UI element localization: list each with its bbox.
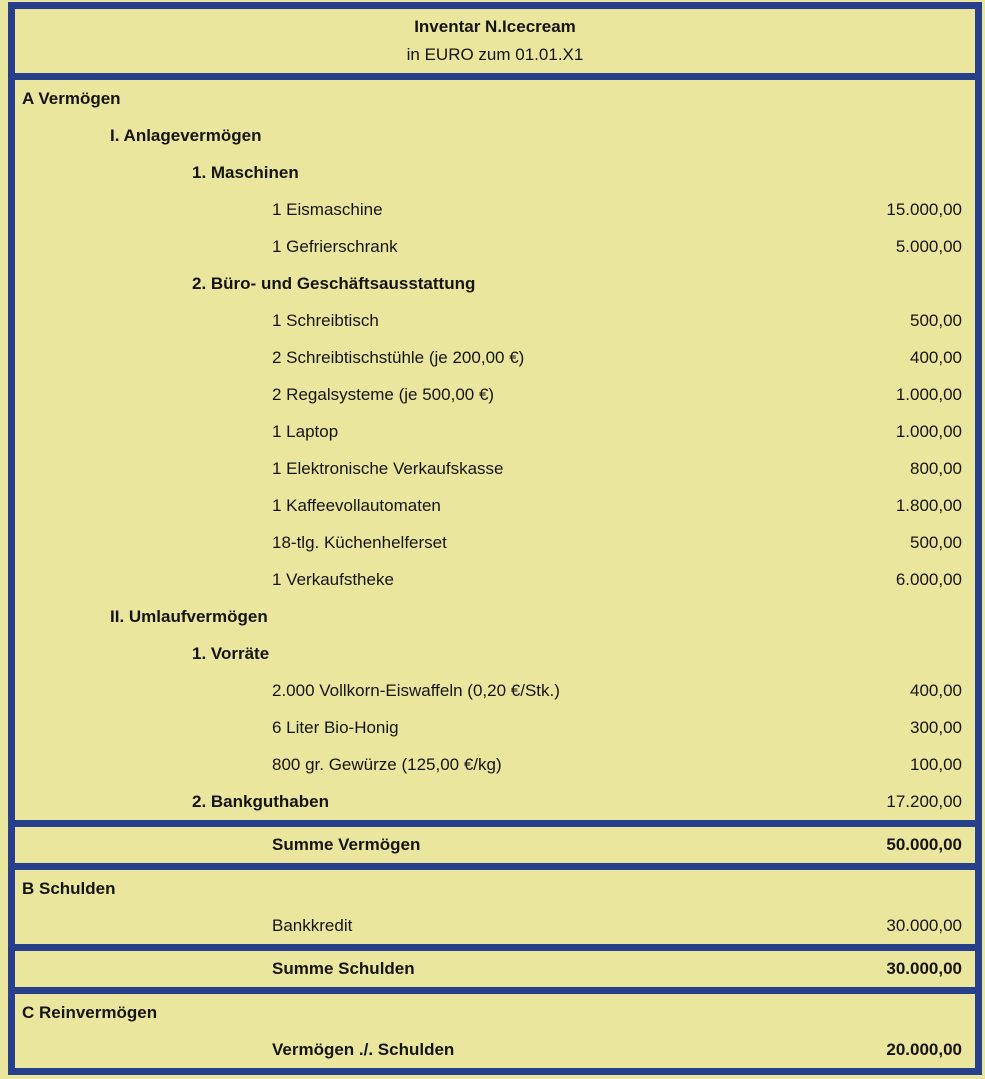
table-row [15, 376, 975, 413]
table-row [15, 746, 975, 783]
row-label: 1 Schreibtisch [272, 310, 379, 330]
row-label: 2 Regalsysteme (je 500,00 €) [272, 384, 495, 404]
table-row [15, 265, 975, 302]
row-value: 6.000,00 [895, 569, 962, 589]
table-row [15, 339, 975, 376]
row-value: 30.000,00 [886, 959, 962, 978]
row-value: 1.800,00 [895, 495, 962, 515]
row-label: I. Anlagevermögen [110, 125, 262, 145]
table-row [15, 994, 975, 1031]
row-label: 1 Gefrierschrank [272, 236, 398, 256]
section-summe-schulden [15, 944, 975, 987]
table-row [15, 228, 975, 265]
row-value: 20.000,00 [886, 1039, 962, 1059]
document-frame [8, 2, 982, 1075]
table-row [15, 561, 975, 598]
row-label: 2 Schreibtischstühle (je 200,00 €) [272, 347, 525, 367]
row-value: 15.000,00 [886, 199, 962, 219]
table-row [15, 672, 975, 709]
row-label: 1 Verkaufstheke [272, 569, 394, 589]
table-row [15, 1031, 975, 1068]
row-value: 30.000,00 [886, 915, 962, 935]
table-row [15, 302, 975, 339]
row-value: 500,00 [910, 532, 962, 552]
row-label: C Reinvermögen [22, 1002, 158, 1022]
table-row [15, 117, 975, 154]
table-row [15, 709, 975, 746]
row-label: 18-tlg. Küchenhelferset [272, 532, 447, 552]
table-row [15, 783, 975, 820]
inventory-sections [15, 73, 975, 1068]
table-row [15, 413, 975, 450]
table-row [15, 450, 975, 487]
table-row [15, 154, 975, 191]
row-value: 100,00 [910, 754, 962, 774]
document-title: Inventar N.Icecream [414, 17, 576, 36]
table-row [15, 487, 975, 524]
row-label: 1 Eismaschine [272, 199, 383, 219]
row-value: 500,00 [910, 310, 962, 330]
row-label: A Vermögen [22, 88, 121, 108]
section-vermoegen [15, 73, 975, 820]
table-row [15, 870, 975, 907]
section-summe-vermoegen [15, 820, 975, 863]
row-label: 800 gr. Gewürze (125,00 €/kg) [272, 754, 502, 774]
row-value: 400,00 [910, 680, 962, 700]
row-value: 800,00 [910, 458, 962, 478]
row-value: 300,00 [910, 717, 962, 737]
table-row [15, 598, 975, 635]
row-label: 1 Kaffeevollautomaten [272, 495, 441, 515]
row-label: 1 Elektronische Verkaufskasse [272, 458, 504, 478]
row-value: 400,00 [910, 347, 962, 367]
row-label: 2. Büro- und Geschäftsausstattung [192, 273, 476, 293]
row-label: Bankkredit [272, 915, 353, 935]
row-label: II. Umlaufvermögen [110, 606, 268, 626]
table-row [15, 80, 975, 117]
section-reinvermoegen [15, 987, 975, 1068]
row-label: 6 Liter Bio-Honig [272, 717, 399, 737]
document-subtitle: in EURO zum 01.01.X1 [406, 45, 584, 64]
table-row [15, 907, 975, 944]
row-label: 2. Bankguthaben [192, 791, 329, 811]
section-schulden [15, 863, 975, 944]
header-box [15, 9, 975, 73]
table-row [15, 827, 975, 863]
row-label: Summe Vermögen [272, 835, 421, 854]
table-row [15, 635, 975, 672]
row-value: 1.000,00 [895, 384, 962, 404]
row-label: 2.000 Vollkorn-Eiswaffeln (0,20 €/Stk.) [272, 680, 560, 700]
row-value: 5.000,00 [895, 236, 962, 256]
row-label: Summe Schulden [272, 959, 415, 978]
row-value: 1.000,00 [895, 421, 962, 441]
row-label: 1 Laptop [272, 421, 339, 441]
table-row [15, 524, 975, 561]
row-value: 50.000,00 [886, 835, 962, 854]
row-value: 17.200,00 [886, 791, 962, 811]
table-row [15, 951, 975, 987]
row-label: 1. Maschinen [192, 162, 299, 182]
row-label: Vermögen ./. Schulden [272, 1039, 455, 1059]
table-row [15, 191, 975, 228]
row-label: 1. Vorräte [192, 643, 270, 663]
row-label: B Schulden [22, 878, 116, 898]
